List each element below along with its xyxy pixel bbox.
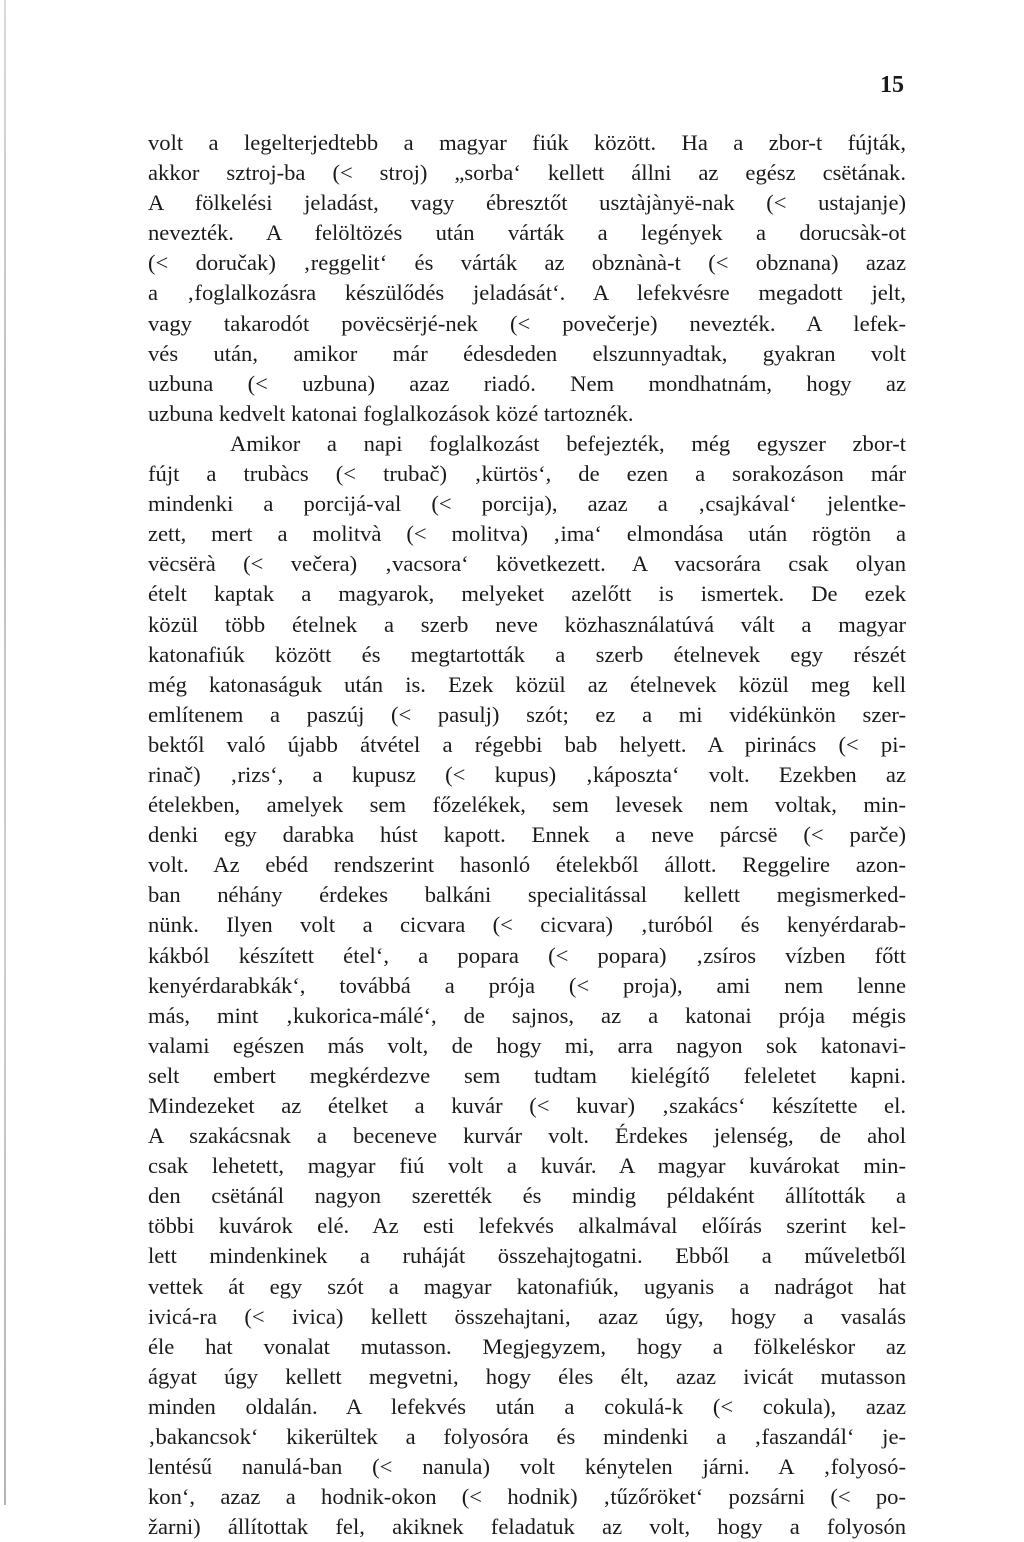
text-line: (< doručak) ‚reggelit‘ és várták az obznànà-t (< obznana) azaz <box>148 250 906 276</box>
text-line: nünk. Ilyen volt a cicvara (< cicvara) ‚turóból és kenyérdarab- <box>148 912 906 938</box>
text-line: vagy takarodót povëcsërjé-nek (< povečerje) nevezték. A lefek- <box>148 310 906 336</box>
text-line: más, mint ‚kukorica-málé‘, de sajnos, az a katonai prója mégis <box>148 1002 906 1028</box>
text-line: ‚bakancsok‘ kikerültek a folyosóra és mindenki a ‚faszandál‘ je- <box>148 1424 906 1450</box>
text-line: bektől való újabb átvétel a régebbi bab helyett. A pirinács (< pi- <box>148 731 906 757</box>
text-line: a ‚foglalkozásra készülődés jeladását‘. A lefekvésre megadott jelt, <box>148 280 906 306</box>
text-line: kenyérdarabkák‘, továbbá a prója (< proja), ami nem lenne <box>148 972 906 998</box>
paragraph <box>148 429 906 1542</box>
text-line: volt a legelterjedtebb a magyar fiúk között. Ha a zbor-t fújták, <box>148 130 906 155</box>
text-line: ételt kaptak a magyarok, melyeket azelőtt is ismertek. De ezek <box>148 581 906 607</box>
page-number: 15 <box>880 72 904 98</box>
text-line: vettek át egy szót a magyar katonafiúk, ugyanis a nadrágot hat <box>148 1273 906 1299</box>
text-line: kon‘, azaz a hodnik-okon (< hodnik) ‚tűzőröket‘ pozsárni (< po- <box>148 1484 906 1510</box>
text-line: selt embert megkérdezve sem tudtam kielégítő feleletet kapni. <box>148 1062 906 1088</box>
text-line: még katonaságuk után is. Ezek közül az ételnevek közül meg kell <box>148 671 906 697</box>
page-text <box>148 128 906 1542</box>
text-line: volt. Az ebéd rendszerint hasonló ételekből állott. Reggelire azon- <box>148 852 906 878</box>
scan-edge-shadow <box>4 0 6 1505</box>
text-line: vëcsërà (< večera) ‚vacsora‘ következett. A vacsorára csak olyan <box>148 551 906 577</box>
paragraph <box>148 128 906 429</box>
text-line: uzbuna (< uzbuna) azaz riadó. Nem mondhatnám, hogy az <box>148 370 906 396</box>
text-line: valami egészen más volt, de hogy mi, arra nagyon sok katonavi- <box>148 1032 906 1058</box>
text-line: rinač) ‚rizs‘, a kupusz (< kupus) ‚káposzta‘ volt. Ezekben az <box>148 761 906 787</box>
text-line: katonafiúk között és megtartották a szerb ételnevek egy részét <box>148 641 906 667</box>
text-line: nevezték. A felöltözés után várták a legények a dorucsàk-ot <box>148 220 906 246</box>
text-line: den csëtánál nagyon szerették és mindig példaként állították a <box>148 1183 906 1209</box>
text-line: A szakácsnak a beceneve kurvár volt. Érdekes jelenség, de ahol <box>148 1123 906 1149</box>
text-line: uzbuna kedvelt katonai foglalkozások közé tartoznék. <box>148 400 634 426</box>
text-line: csak lehetett, magyar fiú volt a kuvár. A magyar kuvárokat min- <box>148 1153 906 1179</box>
text-line: mindenki a porcijá-val (< porcija), azaz a ‚csajkával‘ jelentke- <box>148 491 906 517</box>
text-line: ágyat úgy kellett megvetni, hogy éles élt, azaz ivicát mutasson <box>148 1363 906 1389</box>
text-line: ételekben, amelyek sem főzelékek, sem levesek nem voltak, min- <box>148 792 906 818</box>
text-line: vés után, amikor már édesdeden elszunnyadtak, gyakran volt <box>148 340 906 366</box>
text-line: többi kuvárok elé. Az esti lefekvés alkalmával előírás szerint kel- <box>148 1213 906 1239</box>
text-line: ivicá-ra (< ivica) kellett összehajtani, azaz úgy, hogy a vasalás <box>148 1303 906 1329</box>
text-line: kákból készített étel‘, a popara (< popara) ‚zsíros vízben főtt <box>148 942 906 968</box>
text-line: zett, mert a molitvà (< molitva) ‚ima‘ elmondása után rögtön a <box>148 521 906 547</box>
text-line: lett mindenkinek a ruháját összehajtogatni. Ebből a műveletből <box>148 1243 906 1269</box>
text-line: A fölkelési jeladást, vagy ébresztőt usztàjànyë-nak (< ustajanje) <box>148 190 906 216</box>
text-line: akkor sztroj-ba (< stroj) „sorba‘ kellett állni az egész csëtának. <box>148 160 906 186</box>
text-line: denki egy darabka húst kapott. Ennek a neve párcsë (< parče) <box>148 822 906 848</box>
text-line: éle hat vonalat mutasson. Megjegyzem, hogy a fölkeléskor az <box>148 1333 906 1359</box>
text-line: lentésű nanulá-ban (< nanula) volt kénytelen járni. A ‚folyosó- <box>148 1454 906 1480</box>
text-line: Mindezeket az ételket a kuvár (< kuvar) ‚szakács‘ készítette el. <box>148 1093 906 1118</box>
text-line: közül több ételnek a szerb neve közhasználatúvá vált a magyar <box>148 611 906 637</box>
text-line: minden oldalán. A lefekvés után a cokulá-k (< cokula), azaz <box>148 1393 906 1419</box>
text-line: žarni) állítottak fel, akiknek feladatuk az volt, hogy a folyosón <box>148 1514 906 1540</box>
text-line: ban néhány érdekes balkáni specialitással kellett megismerked- <box>148 882 906 908</box>
text-line: Amikor a napi foglalkozást befejezték, még egyszer zbor-t <box>230 430 906 456</box>
text-line: fújt a trubàcs (< trubač) ‚kürtös‘, de ezen a sorakozáson már <box>148 461 906 487</box>
text-line: említenem a paszúj (< pasulj) szót; ez a mi vidékünkön szer- <box>148 701 906 727</box>
